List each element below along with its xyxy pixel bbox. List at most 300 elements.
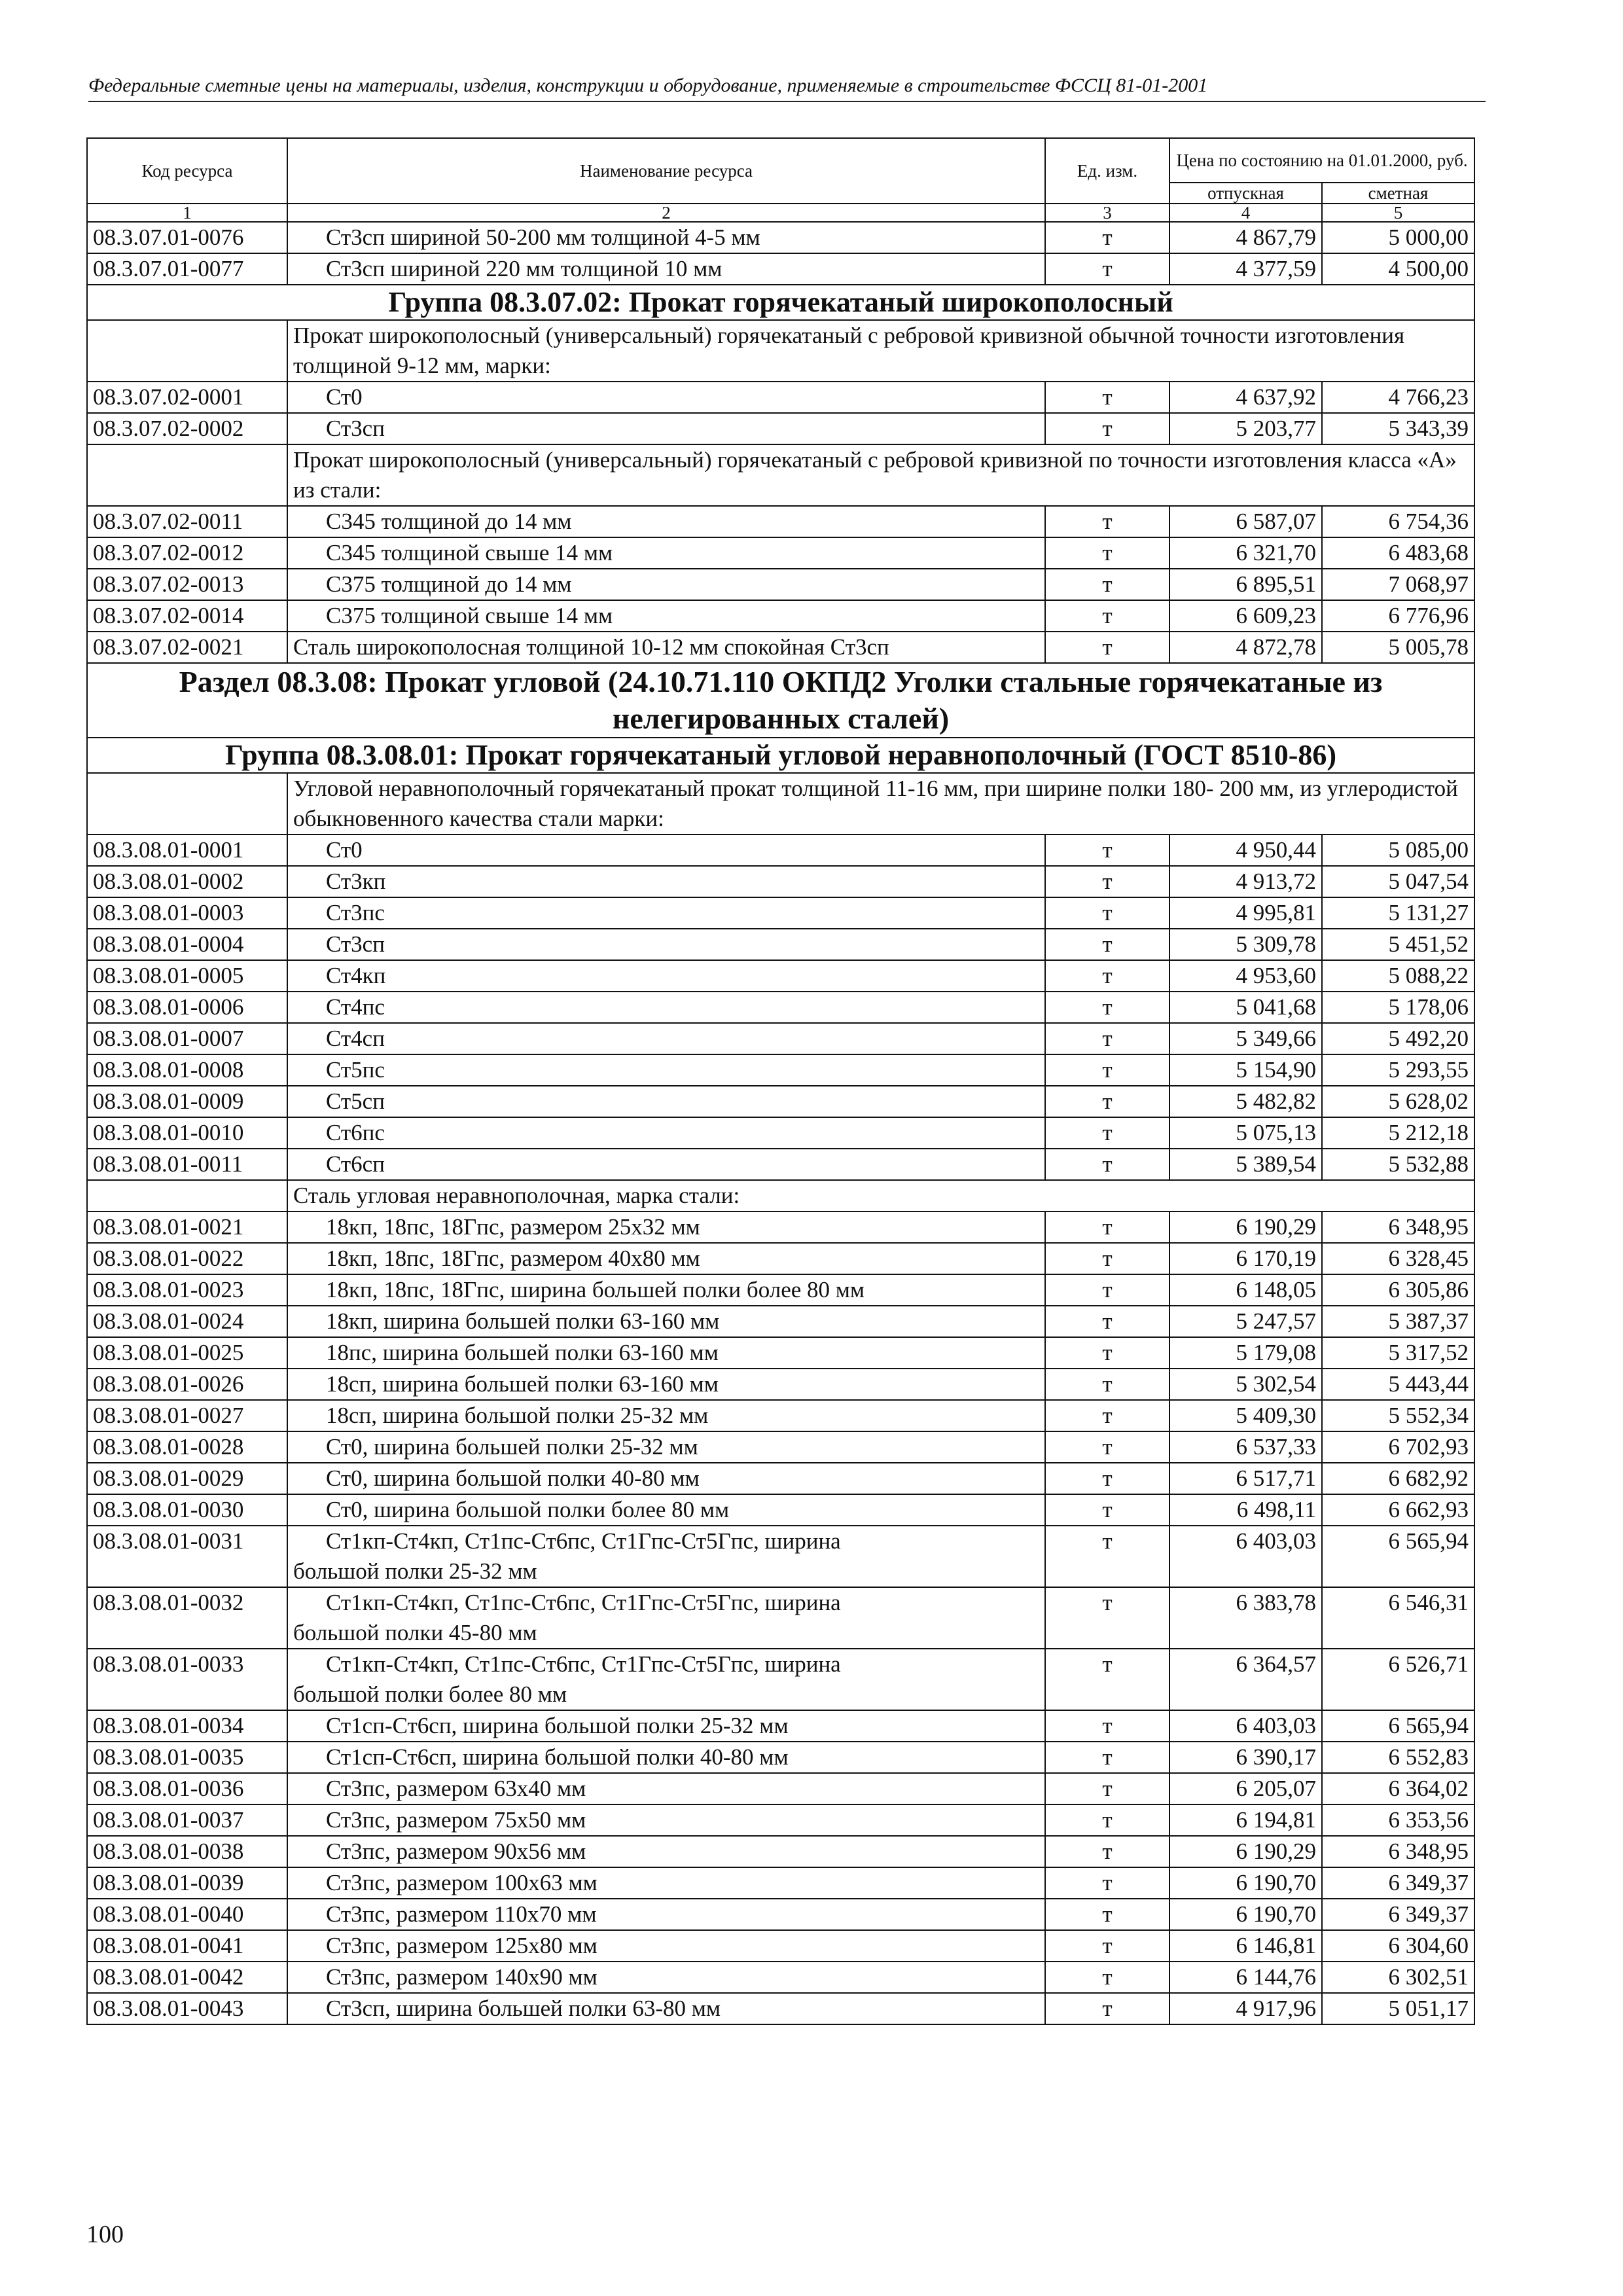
resource-name-text: Ст5сп: [326, 1088, 385, 1114]
resource-name-text: Ст4сп: [326, 1026, 385, 1051]
release-price: 5 179,08: [1169, 1337, 1322, 1369]
unit-cell: т: [1045, 897, 1169, 929]
estimate-price: 6 353,56: [1322, 1804, 1474, 1836]
resource-name: [287, 506, 1045, 537]
page-number: 100: [86, 2221, 124, 2248]
release-price: 4 872,78: [1169, 632, 1322, 663]
resource-name-line1: Ст1кп-Ст4кп, Ст1пс-Ст6пс, Ст1Гпс-Ст5Гпс, ширина: [326, 1528, 841, 1554]
resource-name: [287, 1494, 1045, 1526]
table-row: [87, 1526, 1474, 1587]
estimate-price: 5 317,52: [1322, 1337, 1474, 1369]
unit-cell: т: [1045, 1867, 1169, 1899]
resource-code: 08.3.08.01-0027: [87, 1400, 287, 1431]
resource-name: [287, 413, 1045, 444]
table-row: [87, 1086, 1474, 1117]
resource-name: [287, 222, 1045, 253]
unit-cell: т: [1045, 992, 1169, 1023]
table-row: [87, 1149, 1474, 1180]
release-price: 6 364,57: [1169, 1649, 1322, 1710]
unit-cell: т: [1045, 1494, 1169, 1526]
resource-name-text: Ст3сп шириной 50-200 мм толщиной 4-5 мм: [326, 224, 760, 250]
table-row: [87, 960, 1474, 992]
resource-name-text: Ст3пс, размером 75х50 мм: [326, 1807, 586, 1833]
resource-name-text: С375 толщиной свыше 14 мм: [326, 603, 613, 628]
resource-name: [287, 992, 1045, 1023]
estimate-price: 6 552,83: [1322, 1742, 1474, 1773]
estimate-price: 6 328,45: [1322, 1243, 1474, 1274]
estimate-price: 5 000,00: [1322, 222, 1474, 253]
table-row: [87, 1306, 1474, 1337]
estimate-price: 6 348,95: [1322, 1836, 1474, 1867]
col-number: 3: [1045, 204, 1169, 222]
unit-cell: т: [1045, 929, 1169, 960]
unit-cell: т: [1045, 1710, 1169, 1742]
resource-name: [287, 1211, 1045, 1243]
estimate-price: 5 212,18: [1322, 1117, 1474, 1149]
unit-cell: т: [1045, 1930, 1169, 1962]
table-row: [87, 569, 1474, 600]
release-price: 6 383,78: [1169, 1587, 1322, 1649]
resource-name-text: Ст3кп: [326, 869, 386, 894]
table-row: [87, 382, 1474, 413]
table-row: [87, 1463, 1474, 1494]
unit-cell: т: [1045, 1243, 1169, 1274]
resource-name: [287, 1930, 1045, 1962]
resource-name-text: Ст0, ширина большей полки 25-32 мм: [326, 1434, 698, 1460]
resource-name-text: Ст3сп: [326, 931, 385, 957]
unit-cell: т: [1045, 960, 1169, 992]
unit-cell: т: [1045, 382, 1169, 413]
resource-name-text: Ст0, ширина большой полки 40-80 мм: [326, 1465, 700, 1491]
estimate-price: 6 349,37: [1322, 1867, 1474, 1899]
unit-cell: т: [1045, 1306, 1169, 1337]
description-text: Угловой неравнополочный горячекатаный прокат толщиной 11-16 мм, при ширине полки 180- 200 мм, из углеродистой обыкновенного качества стали марки:: [287, 773, 1474, 834]
unit-cell: т: [1045, 1149, 1169, 1180]
resource-name: [287, 1587, 1045, 1649]
group-row: [87, 285, 1474, 320]
release-price: 6 390,17: [1169, 1742, 1322, 1773]
table-row: [87, 1337, 1474, 1369]
resource-code: 08.3.08.01-0043: [87, 1993, 287, 2024]
resource-name: [287, 1804, 1045, 1836]
release-price: 5 409,30: [1169, 1400, 1322, 1431]
release-price: 6 194,81: [1169, 1804, 1322, 1836]
resource-name: [287, 1993, 1045, 2024]
resource-name-text: 18кп, 18пс, 18Гпс, размером 25х32 мм: [326, 1214, 700, 1240]
release-price: 6 895,51: [1169, 569, 1322, 600]
group-title: Группа 08.3.08.01: Прокат горячекатаный угловой неравнополочный (ГОСТ 8510-86): [87, 738, 1474, 773]
resource-code: 08.3.07.02-0014: [87, 600, 287, 632]
resource-name: [287, 1243, 1045, 1274]
estimate-price: 6 565,94: [1322, 1526, 1474, 1587]
estimate-price: 6 364,02: [1322, 1773, 1474, 1804]
estimate-price: 7 068,97: [1322, 569, 1474, 600]
resource-name-text: Ст6сп: [326, 1151, 385, 1177]
release-price: 4 950,44: [1169, 834, 1322, 866]
release-price: 4 953,60: [1169, 960, 1322, 992]
resource-name-text: Ст5пс: [326, 1057, 385, 1083]
resource-code: 08.3.08.01-0007: [87, 1023, 287, 1054]
resource-code: 08.3.07.02-0002: [87, 413, 287, 444]
unit-cell: т: [1045, 506, 1169, 537]
resource-name: [287, 1400, 1045, 1431]
release-price: 5 154,90: [1169, 1054, 1322, 1086]
resource-code: 08.3.08.01-0021: [87, 1211, 287, 1243]
resource-name-text: Ст3пс, размером 125х80 мм: [326, 1933, 597, 1958]
estimate-price: 5 387,37: [1322, 1306, 1474, 1337]
release-price: 6 144,76: [1169, 1962, 1322, 1993]
resource-code: 08.3.07.02-0011: [87, 506, 287, 537]
resource-code: 08.3.08.01-0036: [87, 1773, 287, 1804]
code-cell-empty: [87, 320, 287, 382]
resource-name: [287, 1431, 1045, 1463]
estimate-price: 5 051,17: [1322, 1993, 1474, 2024]
resource-name: [287, 1742, 1045, 1773]
resource-code: 08.3.08.01-0034: [87, 1710, 287, 1742]
estimate-price: 6 776,96: [1322, 600, 1474, 632]
resource-code: 08.3.08.01-0005: [87, 960, 287, 992]
table-row: [87, 1054, 1474, 1086]
table-row: [87, 1494, 1474, 1526]
resource-name: [287, 1369, 1045, 1400]
unit-cell: т: [1045, 1117, 1169, 1149]
release-price: 6 609,23: [1169, 600, 1322, 632]
table-row: [87, 1400, 1474, 1431]
resource-code: 08.3.07.02-0012: [87, 537, 287, 569]
col-release-header: отпускная: [1169, 183, 1322, 204]
group-title: Группа 08.3.07.02: Прокат горячекатаный широкополосный: [87, 285, 1474, 320]
estimate-price: 6 483,68: [1322, 537, 1474, 569]
table-row: [87, 992, 1474, 1023]
unit-cell: т: [1045, 1400, 1169, 1431]
estimate-price: 6 702,93: [1322, 1431, 1474, 1463]
resource-name: [287, 1649, 1045, 1710]
resource-name: [287, 1306, 1045, 1337]
estimate-price: 6 662,93: [1322, 1494, 1474, 1526]
resource-name-text: С375 толщиной до 14 мм: [326, 571, 572, 597]
unit-cell: т: [1045, 1274, 1169, 1306]
resource-name: [287, 960, 1045, 992]
release-price: 6 190,70: [1169, 1899, 1322, 1930]
release-price: 6 321,70: [1169, 537, 1322, 569]
resource-code: 08.3.07.01-0077: [87, 253, 287, 285]
estimate-price: 5 443,44: [1322, 1369, 1474, 1400]
resource-name-line1: Ст1кп-Ст4кп, Ст1пс-Ст6пс, Ст1Гпс-Ст5Гпс, ширина: [326, 1651, 841, 1677]
resource-name-line2: большой полки 45-80 мм: [293, 1620, 537, 1645]
table-row: [87, 1930, 1474, 1962]
resource-name: [287, 1274, 1045, 1306]
release-price: 5 389,54: [1169, 1149, 1322, 1180]
resource-name: [287, 897, 1045, 929]
estimate-price: 5 005,78: [1322, 632, 1474, 663]
resource-name: [287, 600, 1045, 632]
resource-name-line2: большой полки 25-32 мм: [293, 1558, 537, 1584]
estimate-price: 5 293,55: [1322, 1054, 1474, 1086]
description-text: Прокат широкополосный (универсальный) горячекатаный с ребровой кривизной обычной точности изготовления толщиной 9-12 мм, марки:: [287, 320, 1474, 382]
resource-code: 08.3.08.01-0003: [87, 897, 287, 929]
unit-cell: т: [1045, 834, 1169, 866]
price-table: [86, 137, 1475, 2025]
table-row: [87, 1742, 1474, 1773]
estimate-price: 5 085,00: [1322, 834, 1474, 866]
resource-name-text: Ст3сп шириной 220 мм толщиной 10 мм: [326, 256, 722, 281]
table-row: [87, 1211, 1474, 1243]
unit-cell: т: [1045, 1587, 1169, 1649]
unit-cell: т: [1045, 1054, 1169, 1086]
unit-cell: т: [1045, 1773, 1169, 1804]
estimate-price: 5 088,22: [1322, 960, 1474, 992]
release-price: 6 205,07: [1169, 1773, 1322, 1804]
table-row: [87, 413, 1474, 444]
description-row: [87, 444, 1474, 506]
unit-cell: т: [1045, 1337, 1169, 1369]
resource-name: [287, 382, 1045, 413]
unit-cell: т: [1045, 1836, 1169, 1867]
resource-code: 08.3.07.02-0021: [87, 632, 287, 663]
resource-name: [287, 569, 1045, 600]
col-price-header: Цена по состоянию на 01.01.2000, руб.: [1169, 138, 1474, 183]
estimate-price: 6 682,92: [1322, 1463, 1474, 1494]
resource-name: [287, 632, 1045, 663]
estimate-price: 5 552,34: [1322, 1400, 1474, 1431]
resource-code: 08.3.08.01-0033: [87, 1649, 287, 1710]
col-number: 1: [87, 204, 287, 222]
estimate-price: 4 500,00: [1322, 253, 1474, 285]
release-price: 4 637,92: [1169, 382, 1322, 413]
release-price: 4 377,59: [1169, 253, 1322, 285]
estimate-price: 6 348,95: [1322, 1211, 1474, 1243]
resource-name-text: Ст3пс: [326, 900, 385, 925]
unit-cell: т: [1045, 1993, 1169, 2024]
resource-name: [287, 929, 1045, 960]
estimate-price: 6 754,36: [1322, 506, 1474, 537]
resource-name: [287, 1836, 1045, 1867]
table-row: [87, 1649, 1474, 1710]
resource-name-text: Ст0: [326, 384, 363, 410]
release-price: 4 995,81: [1169, 897, 1322, 929]
col-unit-header: Ед. изм.: [1045, 138, 1169, 204]
resource-name-text: Ст6пс: [326, 1120, 385, 1145]
release-price: 5 203,77: [1169, 413, 1322, 444]
resource-name-text: С345 толщиной свыше 14 мм: [326, 540, 613, 565]
description-row: [87, 1180, 1474, 1211]
unit-cell: т: [1045, 1742, 1169, 1773]
release-price: 6 190,70: [1169, 1867, 1322, 1899]
estimate-price: 6 302,51: [1322, 1962, 1474, 1993]
table-row: [87, 1773, 1474, 1804]
unit-cell: т: [1045, 537, 1169, 569]
resource-code: 08.3.08.01-0029: [87, 1463, 287, 1494]
resource-name: [287, 1526, 1045, 1587]
resource-name: [287, 1867, 1045, 1899]
release-price: 6 146,81: [1169, 1930, 1322, 1962]
resource-name: [287, 834, 1045, 866]
resource-name-line1: Ст1кп-Ст4кп, Ст1пс-Ст6пс, Ст1Гпс-Ст5Гпс, ширина: [326, 1590, 841, 1615]
resource-code: 08.3.08.01-0010: [87, 1117, 287, 1149]
estimate-price: 5 047,54: [1322, 866, 1474, 897]
resource-name: [287, 1773, 1045, 1804]
resource-name: [287, 1463, 1045, 1494]
resource-code: 08.3.08.01-0032: [87, 1587, 287, 1649]
code-cell-empty: [87, 444, 287, 506]
resource-name: [287, 253, 1045, 285]
resource-code: 08.3.08.01-0001: [87, 834, 287, 866]
description-text: Прокат широкополосный (универсальный) горячекатаный с ребровой кривизной по точности изготовления класса «А» из стали:: [287, 444, 1474, 506]
section-title: Раздел 08.3.08: Прокат угловой (24.10.71.110 ОКПД2 Уголки стальные горячекатаные из нелегированных сталей): [87, 663, 1474, 738]
table-row: [87, 1867, 1474, 1899]
release-price: 6 148,05: [1169, 1274, 1322, 1306]
estimate-price: 5 131,27: [1322, 897, 1474, 929]
resource-name-text: Сталь широкополосная толщиной 10-12 мм спокойная Ст3сп: [293, 634, 889, 660]
table-row: [87, 1587, 1474, 1649]
resource-code: 08.3.08.01-0042: [87, 1962, 287, 1993]
unit-cell: т: [1045, 1463, 1169, 1494]
release-price: 5 309,78: [1169, 929, 1322, 960]
resource-code: 08.3.08.01-0028: [87, 1431, 287, 1463]
unit-cell: т: [1045, 569, 1169, 600]
resource-name: [287, 1710, 1045, 1742]
table-row: [87, 1369, 1474, 1400]
table-row: [87, 506, 1474, 537]
release-price: 5 075,13: [1169, 1117, 1322, 1149]
estimate-price: 6 546,31: [1322, 1587, 1474, 1649]
resource-code: 08.3.08.01-0038: [87, 1836, 287, 1867]
release-price: 6 190,29: [1169, 1211, 1322, 1243]
description-row: [87, 773, 1474, 834]
release-price: 5 349,66: [1169, 1023, 1322, 1054]
table-row: [87, 929, 1474, 960]
table-row: [87, 1993, 1474, 2024]
table-row: [87, 1804, 1474, 1836]
estimate-price: 5 492,20: [1322, 1023, 1474, 1054]
table-row: [87, 897, 1474, 929]
unit-cell: т: [1045, 1369, 1169, 1400]
resource-code: 08.3.07.01-0076: [87, 222, 287, 253]
running-header: Федеральные сметные цены на материалы, изделия, конструкции и оборудование, применяемые в строительстве ФССЦ 81-01-2001: [88, 75, 1486, 102]
resource-code: 08.3.08.01-0004: [87, 929, 287, 960]
resource-code: 08.3.08.01-0035: [87, 1742, 287, 1773]
unit-cell: т: [1045, 413, 1169, 444]
unit-cell: т: [1045, 866, 1169, 897]
resource-name-text: Ст4кп: [326, 963, 386, 988]
resource-code: 08.3.08.01-0009: [87, 1086, 287, 1117]
unit-cell: т: [1045, 1962, 1169, 1993]
release-price: 5 302,54: [1169, 1369, 1322, 1400]
resource-name-text: 18кп, ширина большей полки 63-160 мм: [326, 1308, 720, 1334]
resource-code: 08.3.08.01-0041: [87, 1930, 287, 1962]
release-price: 6 517,71: [1169, 1463, 1322, 1494]
table-row: [87, 1023, 1474, 1054]
unit-cell: т: [1045, 1804, 1169, 1836]
resource-name: [287, 1117, 1045, 1149]
release-price: 4 917,96: [1169, 1993, 1322, 2024]
unit-cell: т: [1045, 600, 1169, 632]
table-row: [87, 1836, 1474, 1867]
estimate-price: 4 766,23: [1322, 382, 1474, 413]
col-estimate-header: сметная: [1322, 183, 1474, 204]
resource-code: 08.3.08.01-0039: [87, 1867, 287, 1899]
resource-name: [287, 1023, 1045, 1054]
release-price: 5 482,82: [1169, 1086, 1322, 1117]
resource-name-text: 18кп, 18пс, 18Гпс, размером 40х80 мм: [326, 1246, 700, 1271]
resource-name: [287, 537, 1045, 569]
resource-code: 08.3.08.01-0026: [87, 1369, 287, 1400]
table-row: [87, 1962, 1474, 1993]
resource-name-text: Ст1сп-Ст6сп, ширина большой полки 40-80 мм: [326, 1744, 789, 1770]
unit-cell: т: [1045, 1649, 1169, 1710]
release-price: 6 190,29: [1169, 1836, 1322, 1867]
release-price: 5 041,68: [1169, 992, 1322, 1023]
unit-cell: т: [1045, 222, 1169, 253]
resource-name-text: Ст3пс, размером 63х40 мм: [326, 1776, 586, 1801]
resource-name: [287, 866, 1045, 897]
estimate-price: 5 343,39: [1322, 413, 1474, 444]
table-row: [87, 1899, 1474, 1930]
release-price: 4 913,72: [1169, 866, 1322, 897]
resource-code: 08.3.08.01-0030: [87, 1494, 287, 1526]
estimate-price: 6 526,71: [1322, 1649, 1474, 1710]
resource-name-text: 18сп, ширина большей полки 63-160 мм: [326, 1371, 719, 1397]
resource-code: 08.3.08.01-0002: [87, 866, 287, 897]
estimate-price: 6 349,37: [1322, 1899, 1474, 1930]
code-cell-empty: [87, 773, 287, 834]
col-code-header: Код ресурса: [87, 138, 287, 204]
resource-code: 08.3.08.01-0024: [87, 1306, 287, 1337]
release-price: 6 403,03: [1169, 1526, 1322, 1587]
resource-code: 08.3.08.01-0008: [87, 1054, 287, 1086]
resource-name-text: Ст3пс, размером 90х56 мм: [326, 1839, 586, 1864]
section-row: [87, 663, 1474, 738]
unit-cell: т: [1045, 1211, 1169, 1243]
resource-name-text: 18сп, ширина большой полки 25-32 мм: [326, 1403, 709, 1428]
estimate-price: 5 451,52: [1322, 929, 1474, 960]
resource-name-text: Ст0, ширина большой полки более 80 мм: [326, 1497, 730, 1522]
resource-name-text: Ст1сп-Ст6сп, ширина большой полки 25-32 мм: [326, 1713, 789, 1738]
release-price: 6 498,11: [1169, 1494, 1322, 1526]
release-price: 6 537,33: [1169, 1431, 1322, 1463]
resource-name-text: Ст3сп, ширина большей полки 63-80 мм: [326, 1996, 721, 2021]
resource-name: [287, 1962, 1045, 1993]
release-price: 6 587,07: [1169, 506, 1322, 537]
table-header: [87, 138, 1474, 222]
unit-cell: т: [1045, 1526, 1169, 1587]
table-body: [87, 222, 1474, 2024]
resource-name-text: 18кп, 18пс, 18Гпс, ширина большей полки более 80 мм: [326, 1277, 865, 1302]
description-row: [87, 320, 1474, 382]
unit-cell: т: [1045, 253, 1169, 285]
estimate-price: 6 565,94: [1322, 1710, 1474, 1742]
table-row: [87, 222, 1474, 253]
table-row: [87, 600, 1474, 632]
release-price: 6 403,03: [1169, 1710, 1322, 1742]
unit-cell: т: [1045, 1899, 1169, 1930]
resource-name-line2: большой полки более 80 мм: [293, 1681, 567, 1707]
table-row: [87, 1243, 1474, 1274]
resource-name-text: С345 толщиной до 14 мм: [326, 509, 572, 534]
resource-name-text: Ст3пс, размером 110х70 мм: [326, 1901, 597, 1927]
resource-name-text: Ст3сп: [326, 416, 385, 441]
resource-code: 08.3.08.01-0031: [87, 1526, 287, 1587]
unit-cell: т: [1045, 632, 1169, 663]
table-row: [87, 253, 1474, 285]
table-row: [87, 866, 1474, 897]
unit-cell: т: [1045, 1086, 1169, 1117]
description-text: Сталь угловая неравнополочная, марка стали:: [287, 1180, 1474, 1211]
release-price: 5 247,57: [1169, 1306, 1322, 1337]
unit-cell: т: [1045, 1023, 1169, 1054]
code-cell-empty: [87, 1180, 287, 1211]
col-number: 2: [287, 204, 1045, 222]
